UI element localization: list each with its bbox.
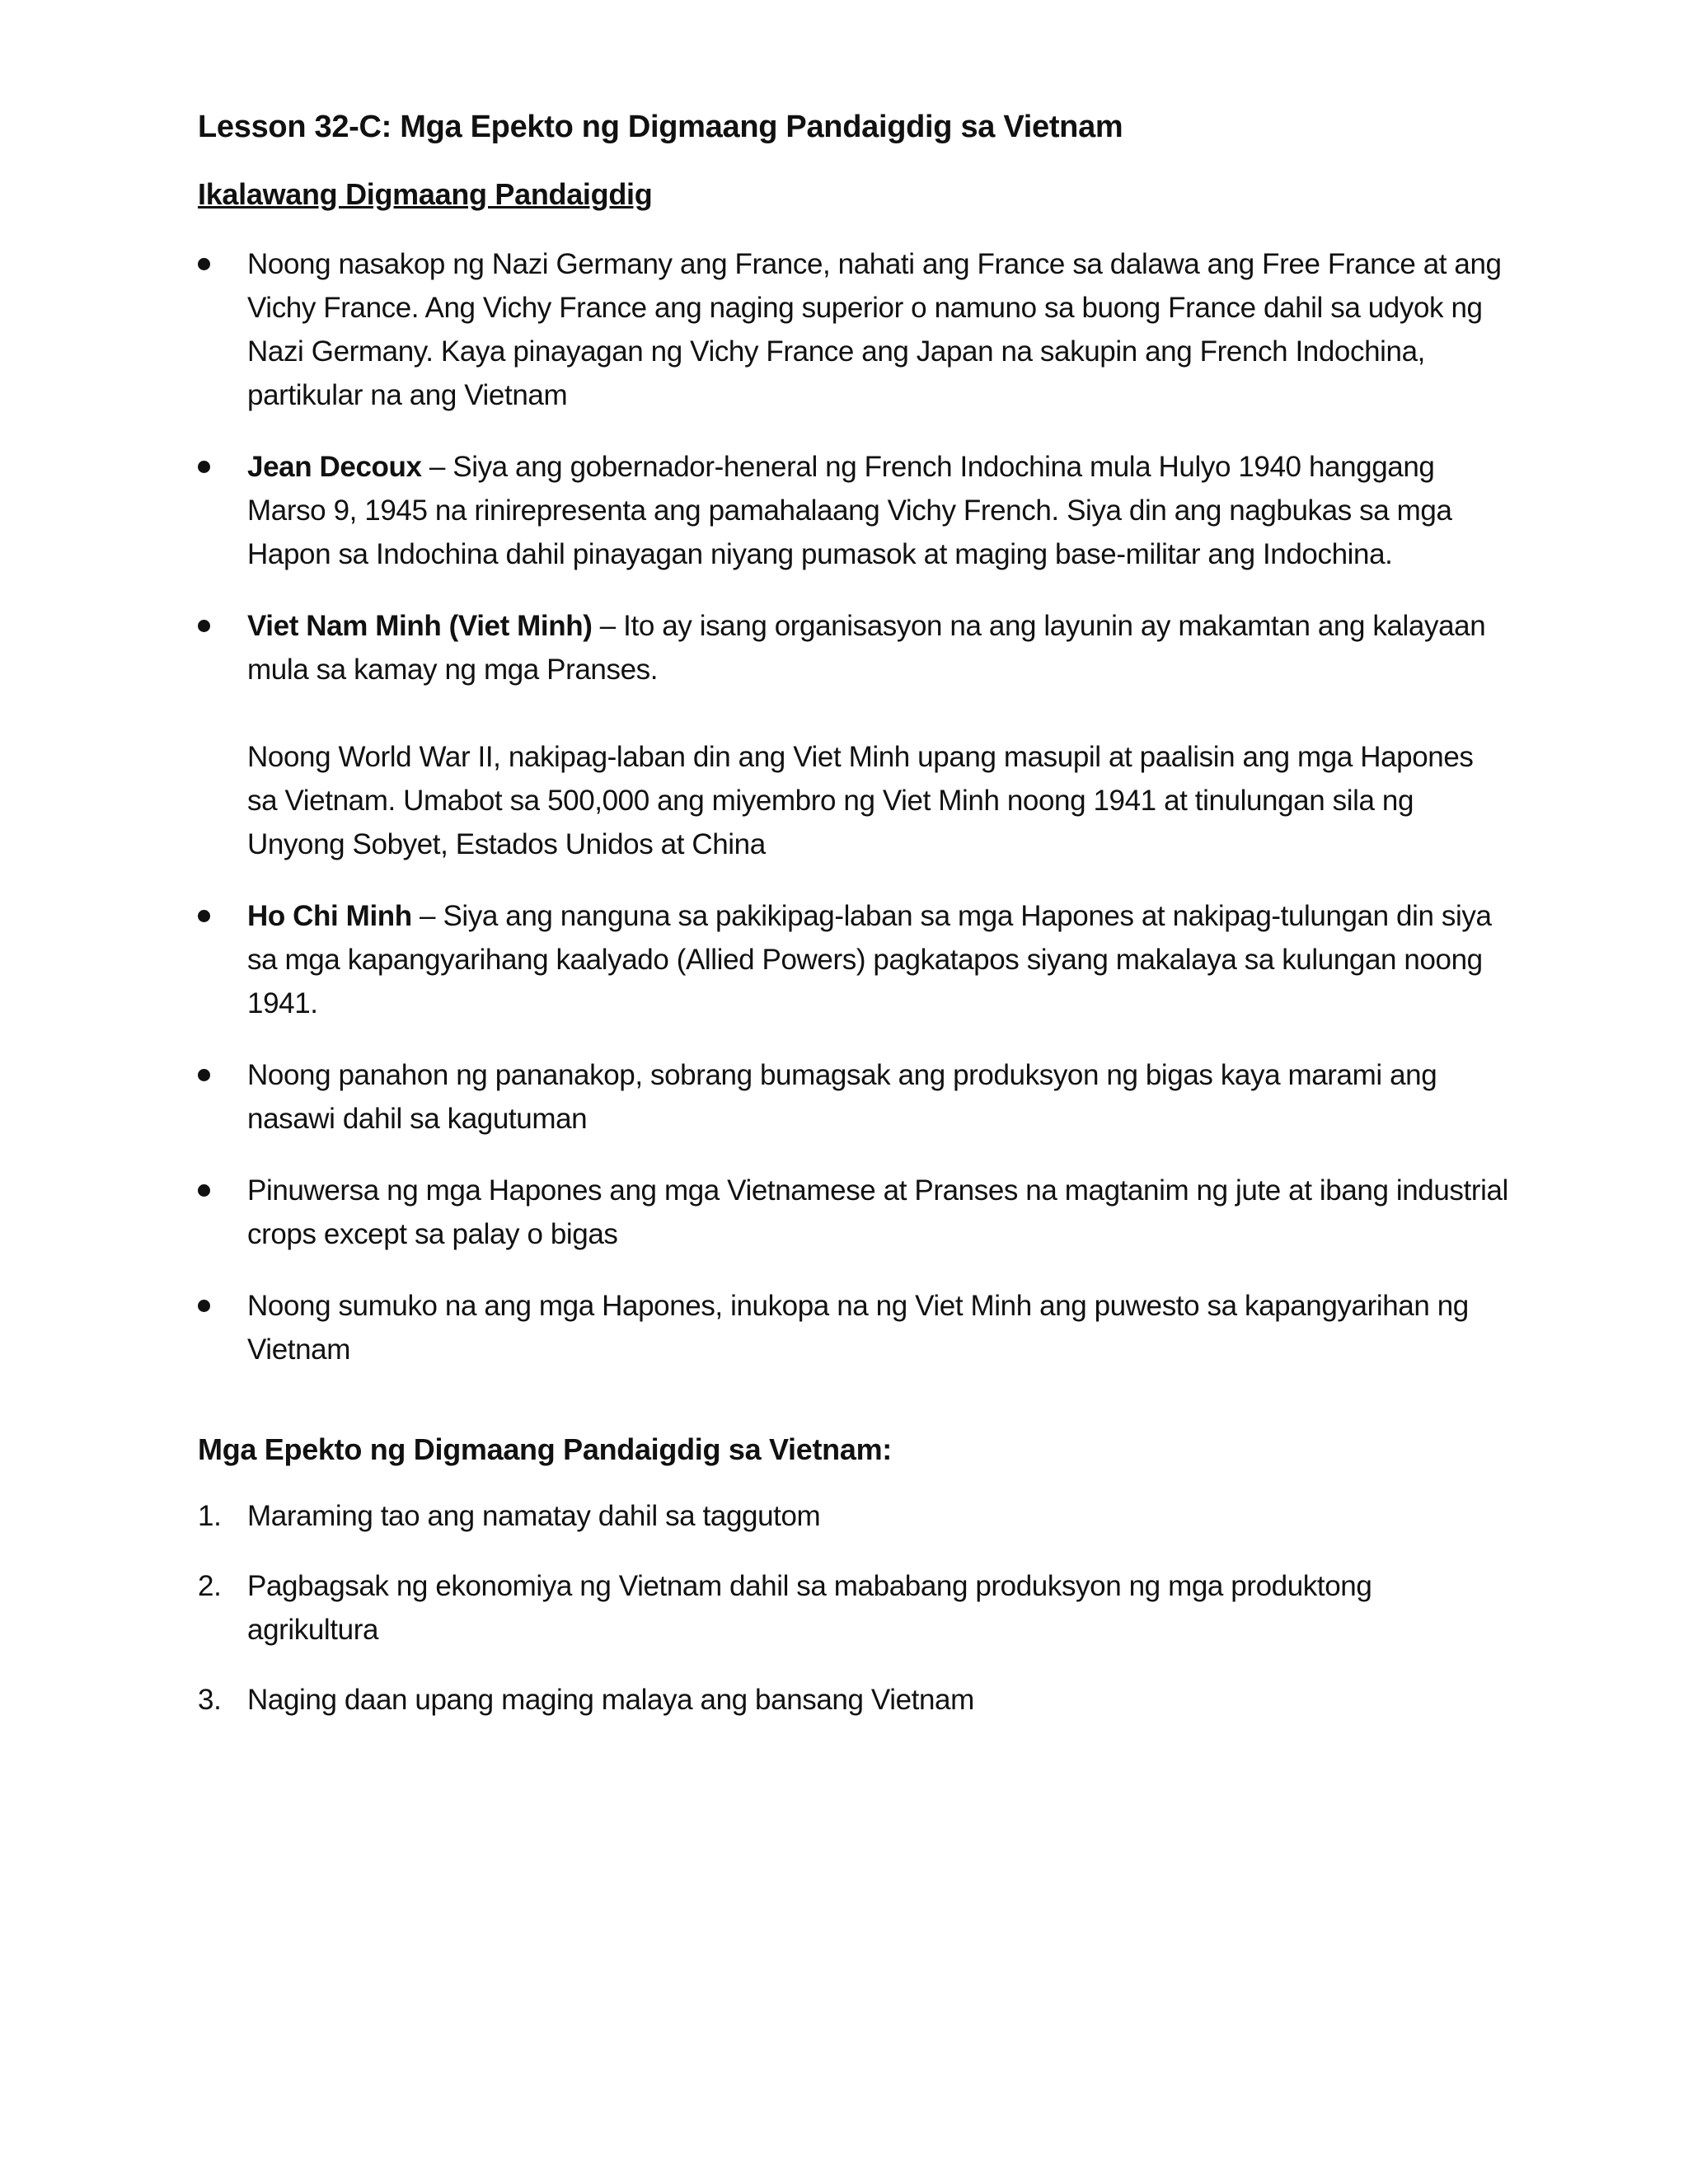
bullet-item: [198, 242, 1508, 417]
bullet-item: [198, 1169, 1508, 1256]
bullet-icon: [198, 1184, 210, 1197]
effects-item-number: 2.: [198, 1569, 222, 1602]
bullet-text: Noong panahon ng pananakop, sobrang bumagsak ang produksyon ng bigas kaya marami ang nasawi dahil sa kagutuman: [247, 1059, 1437, 1136]
bullet-text: – Siya ang nanguna sa pakikipag-laban sa mga Hapones at nakipag-tulungan din siya sa mga kapangyarihang kaalyado (Allied Powers) pagkatapos siyang makalaya sa kulungan noong 1941.: [247, 900, 1492, 1020]
bullet-text: – Ito ay isang organisasyon na ang layunin ay makamtan ang kalayaan mula sa kamay ng mga Pranses.: [247, 610, 1486, 687]
effects-item-text: Pagbagsak ng ekonomiya ng Vietnam dahil sa mababang produksyon ng mga produktong agrikultura: [247, 1569, 1372, 1646]
effects-item-number: 1.: [198, 1499, 222, 1532]
effects-item: [198, 1678, 1508, 1722]
effects-list: [198, 1494, 1508, 1722]
bullet-item: [198, 445, 1508, 576]
bullet-term: Jean Decoux: [247, 451, 422, 484]
bullet-item: [198, 1053, 1508, 1141]
bullet-item: [198, 604, 1508, 866]
bullet-icon: [198, 1069, 210, 1081]
effects-item-number: 3.: [198, 1683, 222, 1716]
effects-item-text: Maraming tao ang namatay dahil sa taggutom: [247, 1499, 821, 1532]
effects-item-text: Naging daan upang maging malaya ang bansang Vietnam: [247, 1683, 974, 1716]
bullet-text: Noong sumuko na ang mga Hapones, inukopa na ng Viet Minh ang puwesto sa kapangyarihan ng Vietnam: [247, 1290, 1469, 1366]
bullet-icon: [198, 461, 210, 473]
bullet-icon: [198, 910, 210, 922]
bullet-list: [198, 242, 1508, 1371]
effects-item: [198, 1494, 1508, 1538]
section-heading: Ikalawang Digmaang Pandaigdig: [198, 177, 653, 212]
document-page: [198, 107, 1508, 1748]
effects-heading: Mga Epekto ng Digmaang Pandaigdig sa Vietnam:: [198, 1432, 892, 1467]
bullet-icon: [198, 1300, 210, 1312]
bullet-text: – Siya ang gobernador-heneral ng French Indochina mula Hulyo 1940 hanggang Marso 9, 1945 na rinirepresenta ang pamahalaang Vichy French. Siya din ang nagbukas sa mga Hapon sa Indochina dahil pinayagan niyang pumasok at maging base-militar ang Indochina.: [247, 451, 1452, 571]
bullet-item: [198, 894, 1508, 1025]
bullet-extra-paragraph: Noong World War II, nakipag-laban din ang Viet Minh upang masupil at paalisin ang mga Hapones sa Vietnam. Umabot sa 500,000 ang miyembro ng Viet Minh noong 1941 at tinulungan sila ng Unyong Sobyet, Estados Unidos at China: [247, 741, 1474, 861]
bullet-icon: [198, 620, 210, 632]
document-title: Lesson 32-C: Mga Epekto ng Digmaang Pandaigdig sa Vietnam: [198, 110, 1123, 144]
effects-item: [198, 1564, 1508, 1652]
bullet-icon: [198, 258, 210, 270]
bullet-term: Viet Nam Minh (Viet Minh): [247, 610, 593, 643]
bullet-term: Ho Chi Minh: [247, 900, 412, 933]
bullet-item: [198, 1284, 1508, 1371]
bullet-text: Noong nasakop ng Nazi Germany ang France, nahati ang France sa dalawa ang Free France at ang Vichy France. Ang Vichy France ang naging superior o namuno sa buong France dahil sa udyok ng Nazi Germany. Kaya pinayagan ng Vichy France ang Japan na sakupin ang French Indochina, partikular na ang Vietnam: [247, 248, 1502, 412]
bullet-text: Pinuwersa ng mga Hapones ang mga Vietnamese at Pranses na magtanim ng jute at ibang industrial crops except sa palay o bigas: [247, 1174, 1508, 1251]
